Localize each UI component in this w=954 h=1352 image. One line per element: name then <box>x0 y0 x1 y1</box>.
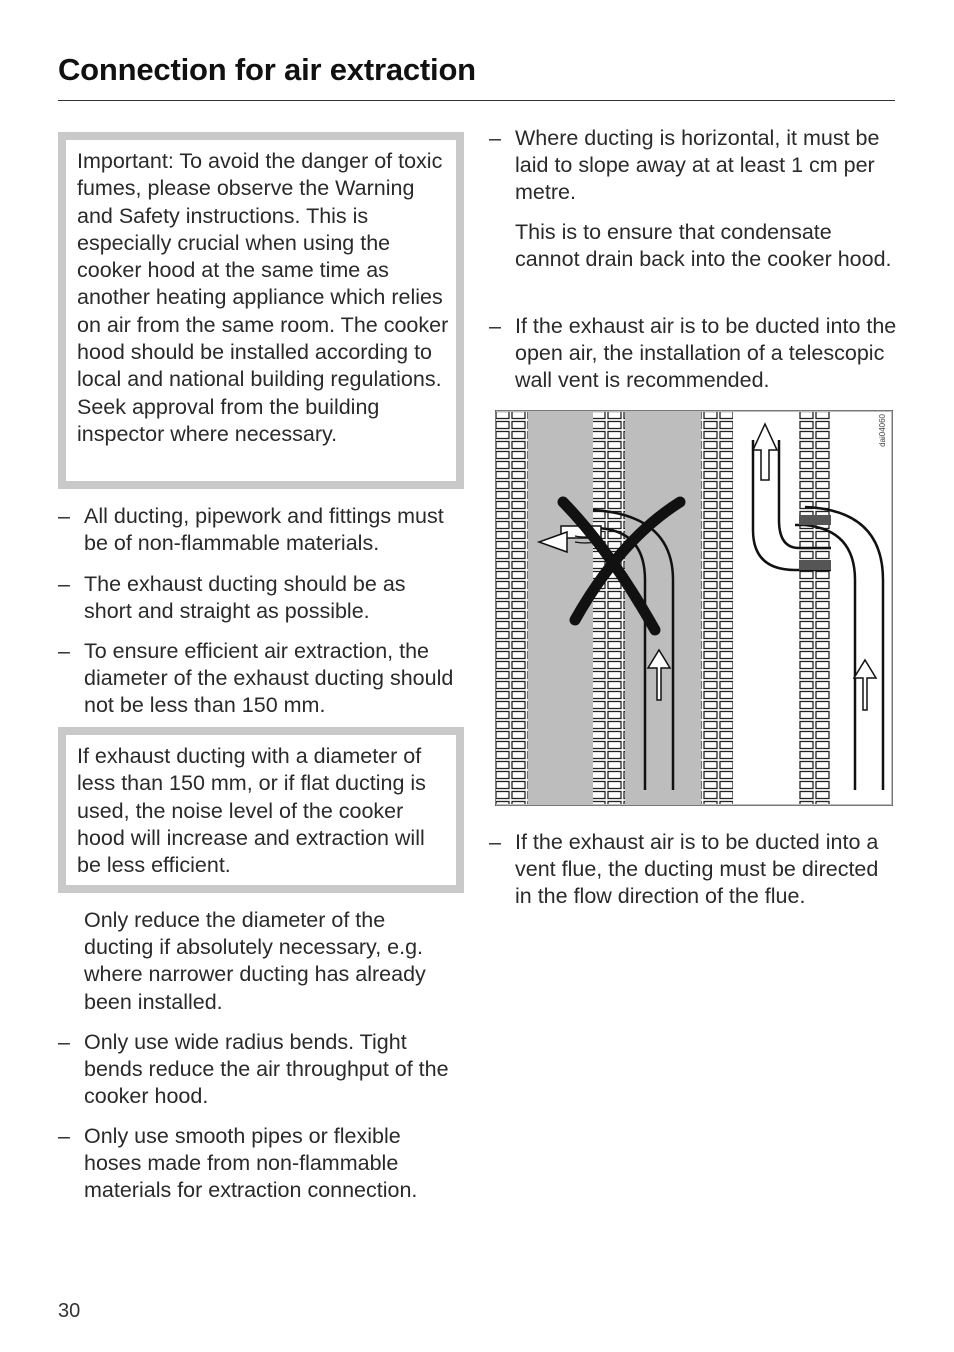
ducting-illustration <box>495 410 893 806</box>
warning-text: If exhaust ducting with a diameter of less than 150 mm, or if flat ducting is used, the noise level of the cooker hood will increase and extraction will be less efficient. <box>77 744 426 878</box>
list-item-text: Only use wide radius bends. Tight bends reduce the air throughput of the cooker hood. <box>84 1030 449 1109</box>
warning-box-diameter <box>58 727 464 893</box>
list-item-text: Only use smooth pipes or flexible hoses made from non-flammable materials for extraction connection. <box>84 1124 418 1203</box>
dash-bullet: – <box>489 126 501 150</box>
figure-code: dai04060 <box>878 414 887 447</box>
brick-wall <box>799 412 831 804</box>
warning-text: Important: To avoid the danger of toxic fumes, please observe the Warning and Safety instructions. This is especially crucial when using the cooker hood at the same time as another heating appliance which relies on air from the same room. The cooker hood should be installed according to local and national building regulations. Seek approval from the building inspector where necessary. <box>77 149 449 446</box>
dash-bullet: – <box>58 1124 70 1148</box>
list-item-text: Where ducting is horizontal, it must be laid to slope away at at least 1 cm per metre. <box>515 126 880 205</box>
dash-bullet: – <box>58 572 70 596</box>
list-item-text: The exhaust ducting should be as short and straight as possible. <box>84 572 406 624</box>
page-title: Connection for air extraction <box>58 52 476 87</box>
title-rule <box>58 100 895 101</box>
brick-wall <box>593 412 625 804</box>
warning-box-toxic-fumes <box>58 132 464 489</box>
dash-bullet: – <box>58 639 70 663</box>
brick-wall <box>701 412 733 804</box>
paragraph: Only reduce the diameter of the ducting if absolutely necessary, e.g. where narrower ducting has already been installed. <box>84 908 426 1014</box>
dash-bullet: – <box>58 1030 70 1054</box>
dash-bullet: – <box>58 504 70 528</box>
page-number: 30 <box>58 1300 81 1322</box>
list-item-text: To ensure efficient air extraction, the diameter of the exhaust ducting should not be less than 150 mm. <box>84 639 454 718</box>
brick-wall <box>496 412 528 804</box>
list-item-text: All ducting, pipework and fittings must be of non-flammable materials. <box>84 504 444 556</box>
paragraph: This is to ensure that condensate cannot drain back into the cooker hood. <box>515 220 892 272</box>
dash-bullet: – <box>489 314 501 338</box>
list-item-text: If the exhaust air is to be ducted into the open air, the installation of a telescopic wall vent is recommended. <box>515 314 897 393</box>
list-item-text: If the exhaust air is to be ducted into a vent flue, the ducting must be directed in the flow direction of the flue. <box>515 830 879 909</box>
dash-bullet: – <box>489 830 501 854</box>
